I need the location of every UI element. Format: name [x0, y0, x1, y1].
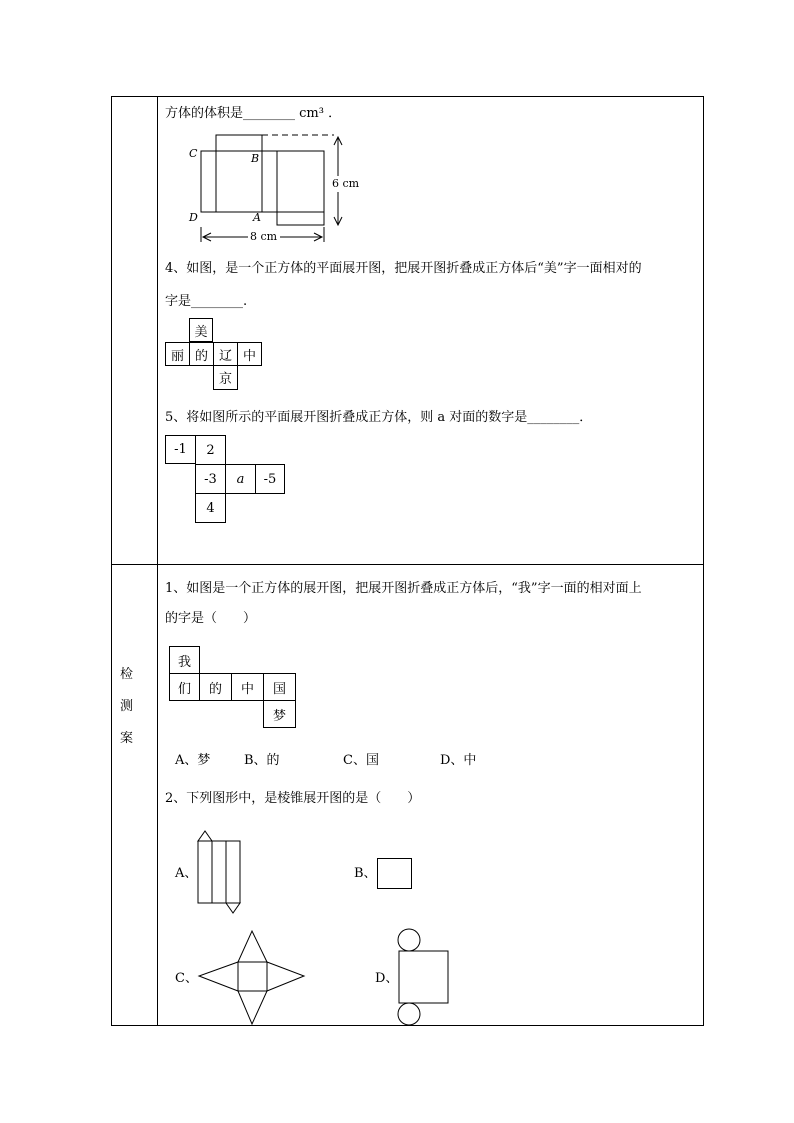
side-label-jian: 检 [120, 667, 134, 682]
dimension-height-label: 6 cm [332, 177, 360, 190]
label-b: B [251, 152, 260, 165]
q1-cell-zhong: 中 [231, 673, 264, 701]
q1-cell-meng: 梦 [263, 700, 296, 728]
q1-cell-de: 的 [199, 673, 232, 701]
dimension-width-label: 8 cm [250, 230, 278, 243]
q5-text-line: 5、将如图所示的平面展开图折叠成正方体，则 a 对面的数字是________． [165, 410, 593, 425]
q1-option-c: C、国 [343, 753, 379, 768]
label-c: C [189, 147, 198, 160]
q1-cell-wo: 我 [169, 646, 200, 674]
q5-cell-4: 4 [195, 493, 226, 523]
q4-text-line2: 字是________. [165, 294, 248, 309]
q1-option-a: A、梦 [175, 753, 211, 768]
q2-option-c-label: C、 [175, 971, 198, 986]
q4-cell-mei: 美 [189, 318, 213, 342]
q5-cell-a: a [225, 464, 256, 494]
q4-cell-liao: 辽 [213, 342, 238, 366]
q5-cell-neg5: -5 [255, 464, 285, 494]
side-label-ce: 测 [120, 699, 134, 714]
q2-option-d-label: D、 [375, 971, 399, 986]
label-a: A [253, 211, 261, 224]
side-label-an: 案 [120, 731, 134, 746]
q4-text-line1: 4、如图，是一个正方体的平面展开图，把展开图折叠成正方体后“美”字一面相对的 [165, 261, 642, 276]
volume-question-line: 方体的体积是________ cm³ ． [165, 106, 342, 121]
q4-cell-de: 的 [189, 342, 214, 366]
q1-text-line1: 1、如图是一个正方体的展开图，把展开图折叠成正方体后，“我”字一面的相对面上 [165, 581, 642, 596]
q4-cell-li: 丽 [165, 342, 190, 366]
q1-cell-guo: 国 [263, 673, 296, 701]
label-d: D [189, 211, 198, 224]
q5-cell-2: 2 [195, 435, 226, 465]
q2-text-line: 2、下列图形中，是棱锥展开图的是（ ） [165, 791, 421, 806]
q4-cell-zhong: 中 [237, 342, 262, 366]
q1-option-b: B、的 [244, 753, 280, 768]
q4-cell-jing: 京 [213, 365, 238, 390]
q5-cell-neg1: -1 [165, 435, 196, 464]
q1-text-line2: 的字是（ ） [165, 611, 257, 626]
q5-cell-neg3: -3 [195, 464, 226, 494]
q2-option-b-label: B、 [354, 866, 377, 881]
q1-option-d: D、中 [440, 753, 477, 768]
q2-option-a-label: A、 [175, 866, 198, 881]
q1-cell-men: 们 [169, 673, 200, 701]
